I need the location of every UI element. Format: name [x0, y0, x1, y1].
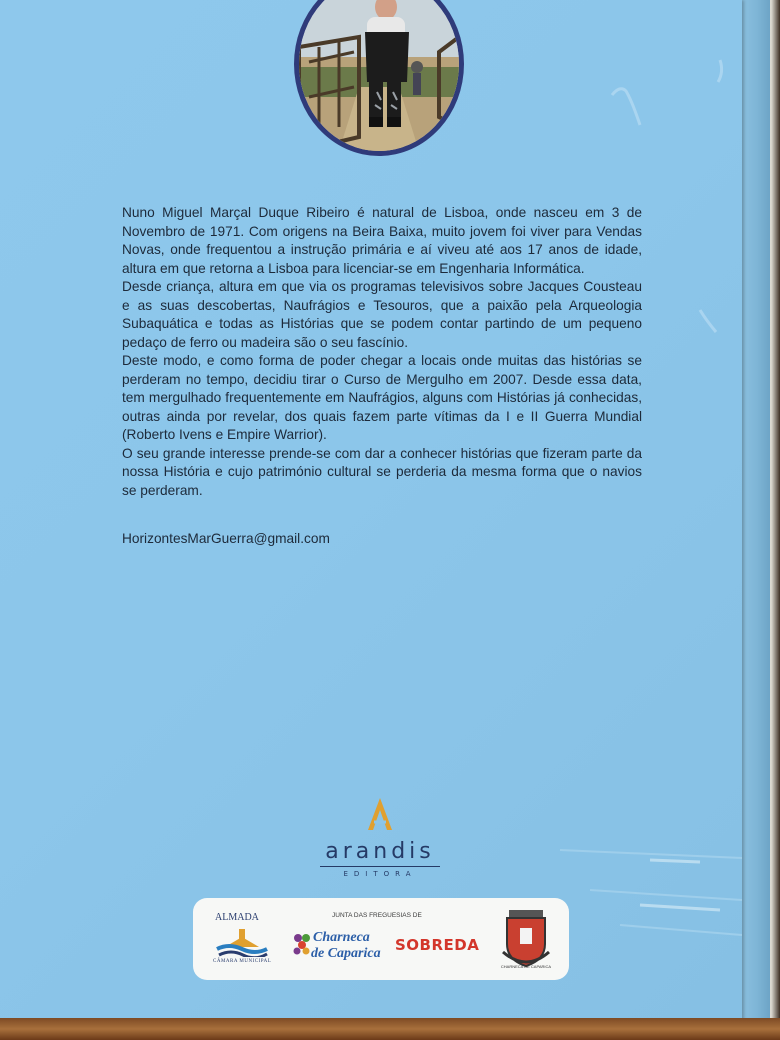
sponsor-logos-panel: [193, 898, 569, 980]
author-biography: [122, 204, 642, 500]
publisher-divider: [320, 866, 440, 867]
crest-icon: [499, 908, 553, 970]
almada-logo-icon: [215, 925, 269, 957]
bio-paragraph-4: O seu grande interesse prende-se com dar a conhecer histórias que fizeram parte da nossa História e cujo património cultural se perderia da mesma forma que o navios se perderam.: [122, 445, 642, 498]
grapes-icon: [291, 930, 313, 960]
publisher-name: arandis: [325, 839, 435, 864]
sobreda-logo: SOBREDA: [395, 936, 480, 954]
author-email: HorizontesMarGuerra@gmail.com: [122, 531, 330, 546]
wooden-table-edge: [0, 1018, 780, 1040]
publisher-subtitle: EDITORA: [343, 870, 417, 878]
svg-text:CHARNECA DE CAPARICA: CHARNECA DE CAPARICA: [500, 964, 552, 969]
junta-freguesias-label: JUNTA DAS FREGUESIAS DE: [332, 912, 422, 919]
almada-label: ALMADA: [215, 912, 259, 923]
bio-paragraph-1: Nuno Miguel Marçal Duque Ribeiro é natural de Lisboa, onde nasceu em 3 de Novembro de 1971. Com origens na Beira Baixa, muito jovem foi viver para Vendas Novas, onde frequentou a instrução primária e aí viveu até aos 17 anos de idade, altura em que retorna a Lisboa para licenciar-se em Engenharia Informática.: [122, 205, 642, 276]
charneca-logo-line2: de Caparica: [311, 946, 381, 961]
publisher-logo: [310, 796, 450, 878]
bio-paragraph-2: Desde criança, altura em que via os programas televisivos sobre Jacques Cousteau e as suas descobertas, Naufrágios e Tesouros, que a paixão pela Arqueologia Subaquática e todas as Histórias que se podem contar partindo de um pequeno pedaço de ferro ou madeira são o seu fascínio.: [122, 279, 642, 350]
book-spine-edge: [738, 0, 770, 1025]
camara-municipal-label: CÂMARA MUNICIPAL: [213, 959, 272, 964]
arandis-a-icon: [360, 796, 400, 832]
author-photo-image: [299, 0, 459, 151]
bio-paragraph-3: Deste modo, e como forma de poder chegar a locais onde muitas das histórias se perderam no tempo, decidiu tirar o Curso de Mergulho em 2007. Desde essa data, tem mergulhado frequentemente em Naufrágios, alguns com Histórias já conhecidas, outras ainda por revelar, dos quais fazem parte vítimas da I e II Guerra Mundial (Roberto Ivens e Empire Warrior).: [122, 353, 642, 442]
charneca-logo-line1: Charneca: [313, 930, 370, 945]
